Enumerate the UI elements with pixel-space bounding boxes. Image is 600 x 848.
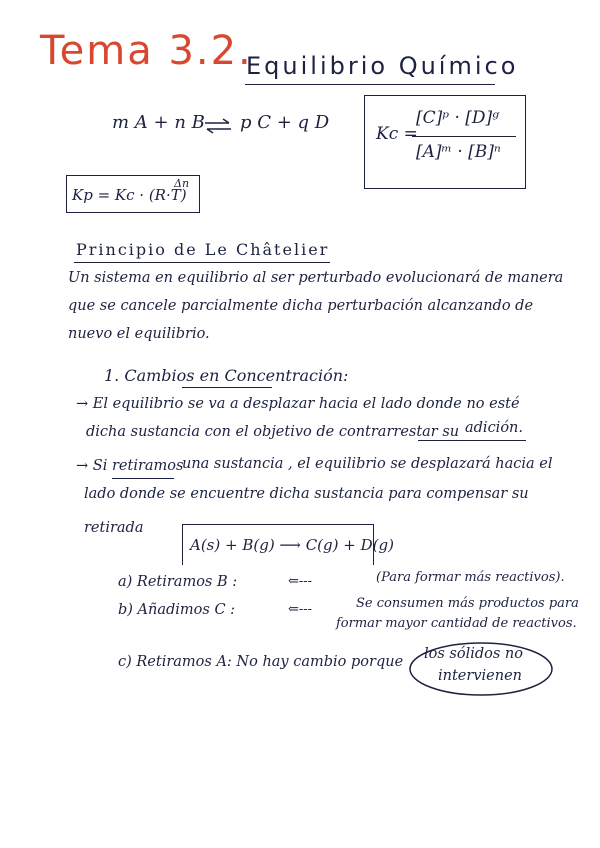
- subject-title: Equilibrio Químico: [246, 52, 519, 80]
- case-a-label: a) Retiramos B :: [118, 574, 238, 590]
- bullet-2-line-1b: retiramos: [112, 458, 184, 474]
- case-c-label: c) Retiramos A: No hay cambio porque: [118, 654, 404, 670]
- reaction-rhs: p C + q D: [240, 112, 330, 133]
- kc-fraction-bar: [412, 136, 516, 137]
- title-underline: [245, 84, 495, 85]
- equilibrium-arrows-icon: [203, 116, 233, 136]
- principle-line-1: Un sistema en equilibrio al ser perturbado evolucionará de manera: [68, 270, 564, 286]
- principle-heading: Principio de Le Châtelier: [76, 240, 330, 259]
- bullet-2-line-1c: una sustancia , el equilibrio se desplazará hacia el: [182, 456, 553, 472]
- case-b-note-line-1: Se consumen más productos para: [356, 596, 579, 611]
- case-c-note-line-1: los sólidos no: [424, 646, 523, 662]
- case-a-note: (Para formar más reactivos).: [376, 570, 565, 585]
- kc-denominator: [A]ᵐ · [B]ⁿ: [416, 142, 501, 162]
- bullet-2-line-1a: → Si: [76, 458, 108, 474]
- principle-line-2: que se cancele parcialmente dicha perturbación alcanzando de: [68, 298, 534, 314]
- case-c-note-line-2: intervienen: [438, 668, 522, 684]
- kp-formula: Kp = Kc · (R·T): [72, 186, 187, 204]
- topic-title: Tema 3.2.: [40, 28, 253, 74]
- adicion-underline: [418, 440, 526, 441]
- bullet-1-line-1: → El equilibrio se va a desplazar hacia el lado donde no esté: [76, 396, 520, 412]
- kc-numerator: [C]ᵖ · [D]ᵍ: [416, 108, 499, 128]
- example-reaction: A(s) + B(g) ⟶ C(g) + D(g): [190, 536, 394, 554]
- case-b-label: b) Añadimos C :: [118, 602, 236, 618]
- bullet-2-line-3: retirada: [84, 520, 144, 536]
- bullet-2-line-2: lado donde se encuentre dicha sustancia para compensar su: [84, 486, 529, 502]
- bullet-1-line-2b: adición.: [465, 420, 523, 436]
- principle-underline: [74, 262, 330, 263]
- kp-exponent: Δn: [174, 177, 190, 190]
- case-a-arrow: ⇐---: [288, 574, 313, 589]
- kc-label: Kc =: [376, 124, 418, 144]
- case-b-note-line-2: formar mayor cantidad de reactivos.: [336, 616, 577, 631]
- reaction-lhs: m A + n B: [112, 112, 205, 133]
- case-b-arrow: ⇐---: [288, 602, 313, 617]
- section-1-underline: [182, 387, 272, 388]
- retiramos-underline: [112, 478, 174, 479]
- bullet-1-line-2a: dicha sustancia con el objetivo de contrarrestar su: [86, 424, 460, 440]
- principle-line-3: nuevo el equilibrio.: [68, 326, 210, 342]
- section-1-heading: 1. Cambios en Concentración:: [104, 366, 349, 385]
